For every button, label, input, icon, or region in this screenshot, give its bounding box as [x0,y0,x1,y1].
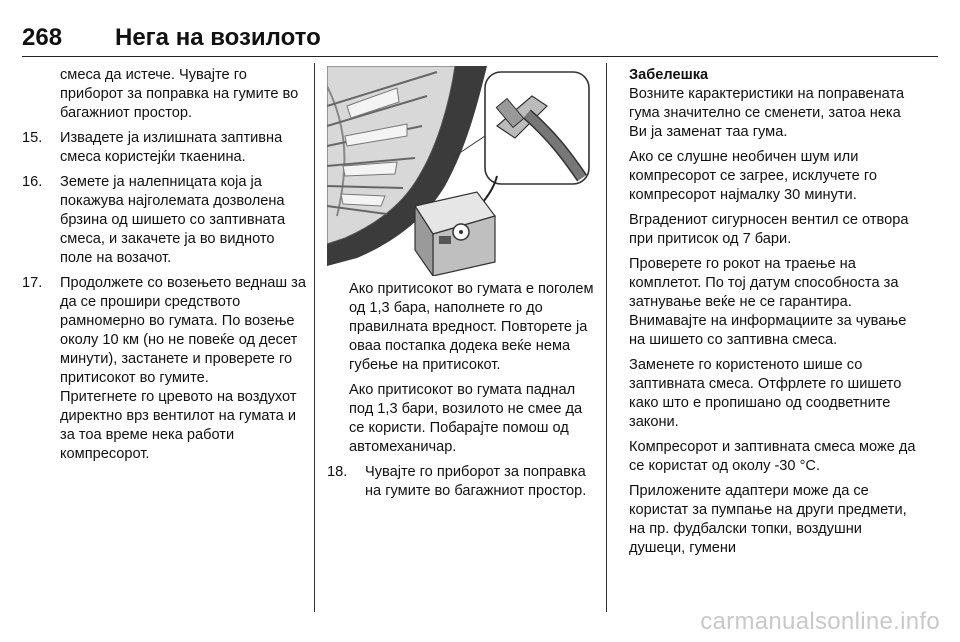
item-number: 15. [22,130,43,146]
pressure-paragraph-1: Ако притисокот во гумата е поголем од 1,3 бара, наполнете го до правилната вредност. Повторете ја оваа постапка додека веќе нема губење на притисокот. [349,281,594,373]
note-title: Забелешка [629,67,709,83]
continuation-text: смеса да истече. Чувајте го приборот за поправка на гумите во багажниот простор. [60,67,299,121]
section-title: Нега на возилото [115,24,321,51]
item-text: Земете ја налепницата која ја покажува најголемата дозволена брзина од шишето со заптивната смеса, и закачете ја во видното поле на возачот. [60,174,286,266]
note-text: Возните карактеристики на поправената гума значително се сменети, затоа нека Ви ја заменат таа гума. [629,86,905,140]
item-text: Извадете ја излишната заптивна смеса користејќи ткаенина. [60,130,283,165]
paragraph-replace: Заменете го користеното шише со заптивната смеса. Отфрлете го шишето како што е пропишано од соодветните закони. [629,357,902,430]
text-column-2 [327,280,597,507]
list-item-17 [22,274,306,388]
text-column-3 [629,66,919,558]
item-number: 16. [22,174,43,190]
pressure-paragraph-2: Ако притисокот во гумата паднал под 1,3 бари, возилото не смее да се користи. Побарајте помош од автомеханичар. [349,382,583,455]
tyre-compressor-illustration-icon [327,66,593,276]
item-text: Продолжете со возењето веднаш за да се прошири средството рамномерно во гумата. По возење околу 10 км (но не повеќе од десет минути), застанете и проверете го притисокот во гумите. [60,275,306,386]
list-item-16 [22,173,306,268]
page-header [22,22,938,57]
list-item-18 [327,463,597,501]
column-divider-1 [314,63,315,612]
paragraph-noise: Ако се слушне необичен шум или компресорот се загрее, исклучете го компресорот најмалку 30 минути. [629,149,877,203]
text-column-1 [22,66,306,464]
page-number: 268 [22,24,63,51]
list-item-15 [22,129,306,167]
paragraph-temperature: Компресорот и заптивната смеса може да се користат од околу -30 °C. [629,439,916,474]
column-divider-2 [606,63,607,612]
item-17-extra: Притегнете го цревото на воздухот директно врз вентилот на гумата и за тоа време нека работи компресорот. [60,389,297,462]
paragraph-adapters: Приложените адаптери може да се користат за пумпање на други предмети, на пр. фудбалски топки, воздушни душеци, гумени [629,483,907,556]
watermark: carmanualsonline.info [700,608,940,635]
paragraph-expiry: Проверете го рокот на траење на комплетот. По тој датум способноста за затнување веќе не се гарантира. Внимавајте на информациите за чување на шишето со заптивна смеса. [629,256,907,348]
item-text: Чувајте го приборот за поправка на гумите во багажниот простор. [365,464,587,499]
paragraph-valve: Вградениот сигурносен вентил се отвора при притисок од 7 бари. [629,212,909,247]
item-number: 18. [327,464,348,480]
item-number: 17. [22,275,43,291]
